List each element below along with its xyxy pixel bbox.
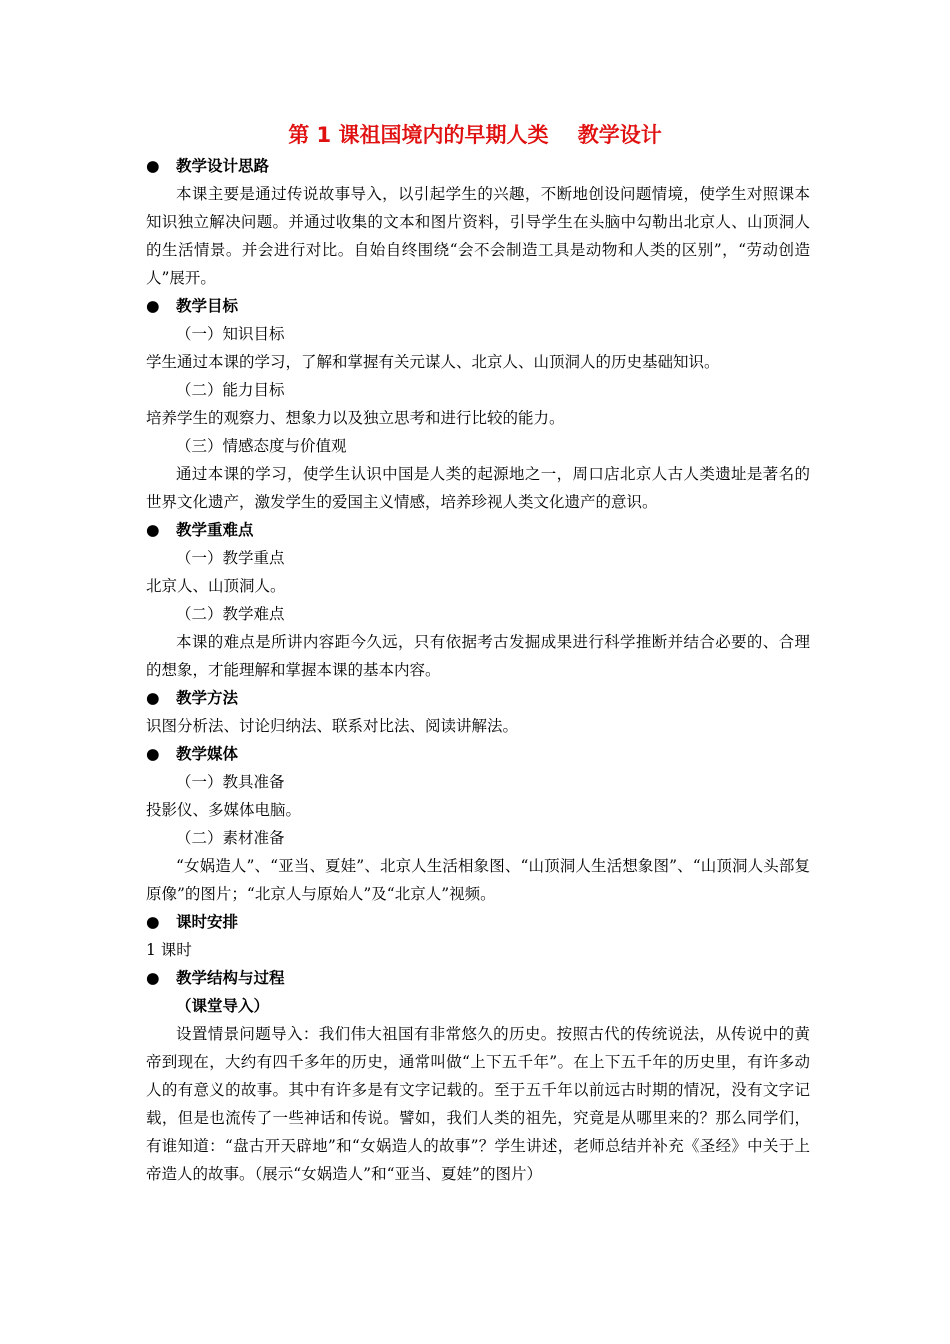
section-heading-schedule: ● 课时安排 — [146, 908, 810, 936]
paragraph-attitude-goal: 通过本课的学习，使学生认识中国是人类的起源地之一，周口店北京人古人类遗址是著名的世界文化遗产，激发学生的爱国主义情感，培养珍视人类文化遗产的意识。 — [146, 465, 810, 511]
section-heading-methods: ● 教学方法 — [146, 684, 810, 712]
subheading-materials: （二）素材准备 — [176, 829, 285, 847]
paragraph-lesson-intro: 设置情景问题导入：我们伟大祖国有非常悠久的历史。按照古代的传统说法，从传说中的黄帝到现在，大约有四千多年的历史，通常叫做“上下五千年”。在上下五千年的历史里，有许多动人的有意义的故事。其中有许多是有文字记载的。至于五千年以前远古时期的情况，没有文字记载，但是也流传了一些神话和传说。譬如，我们人类的祖先，究竟是从哪里来的？那么同学们，有谁知道：“盘古开天辟地”和“女娲造人的故事”？学生讲述，老师总结并补充《圣经》中关于上帝造人的故事。（展示“女娲造人”和“亚当、夏娃”的图片） — [146, 1025, 810, 1183]
paragraph-design-idea: 本课主要是通过传说故事导入，以引起学生的兴趣，不断地创设问题情境，使学生对照课本知识独立解决问题。并通过收集的文本和图片资料，引导学生在头脑中勾勒出北京人、山顶洞人的生活情景。并会进行对比。自始自终围绕“会不会制造工具是动物和人类的区别”，“劳动创造人”展开。 — [146, 185, 810, 287]
subheading-knowledge-goal: （一）知识目标 — [176, 325, 285, 343]
subheading-lesson-intro: （课堂导入） — [176, 997, 270, 1015]
section-heading-design-idea: ● 教学设计思路 — [146, 152, 810, 180]
text-knowledge-goal: 学生通过本课的学习，了解和掌握有关元谋人、北京人、山顶洞人的历史基础知识。 — [146, 353, 720, 371]
paragraph-materials: “女娲造人”、“亚当、夏娃”、北京人生活相象图、“山顶洞人生活想象图”、“山顶洞人头部复原像”的图片；“北京人与原始人”及“北京人”视频。 — [146, 857, 810, 903]
bullet-icon: ● — [146, 157, 160, 175]
text-key-point: 北京人、山顶洞人。 — [146, 577, 286, 595]
section-heading-process: ● 教学结构与过程 — [146, 964, 810, 992]
bullet-icon: ● — [146, 913, 160, 931]
text-ability-goal: 培养学生的观察力、想象力以及独立思考和进行比较的能力。 — [146, 409, 565, 427]
bullet-icon: ● — [146, 689, 160, 707]
text-schedule: 1 课时 — [146, 941, 192, 959]
bullet-icon: ● — [146, 969, 160, 987]
subheading-attitude-goal: （三）情感态度与价值观 — [176, 437, 347, 455]
subheading-ability-goal: （二）能力目标 — [176, 381, 285, 399]
text-methods: 识图分析法、讨论归纳法、联系对比法、阅读讲解法。 — [146, 717, 519, 735]
text-equipment: 投影仪、多媒体电脑。 — [146, 801, 302, 819]
bullet-icon: ● — [146, 297, 160, 315]
section-heading-media: ● 教学媒体 — [146, 740, 810, 768]
bullet-icon: ● — [146, 745, 160, 763]
paragraph-difficulty: 本课的难点是所讲内容距今久远，只有依据考古发掘成果进行科学推断并结合必要的、合理的想象，才能理解和掌握本课的基本内容。 — [146, 633, 810, 679]
section-heading-key-points: ● 教学重难点 — [146, 516, 810, 544]
subheading-key-point: （一）教学重点 — [176, 549, 285, 567]
subheading-equipment: （一）教具准备 — [176, 773, 285, 791]
document-title: 第 1 课祖国境内的早期人类 教学设计 — [288, 123, 662, 147]
bullet-icon: ● — [146, 521, 160, 539]
subheading-difficulty: （二）教学难点 — [176, 605, 285, 623]
document-body — [146, 152, 810, 1188]
section-heading-objectives: ● 教学目标 — [146, 292, 810, 320]
